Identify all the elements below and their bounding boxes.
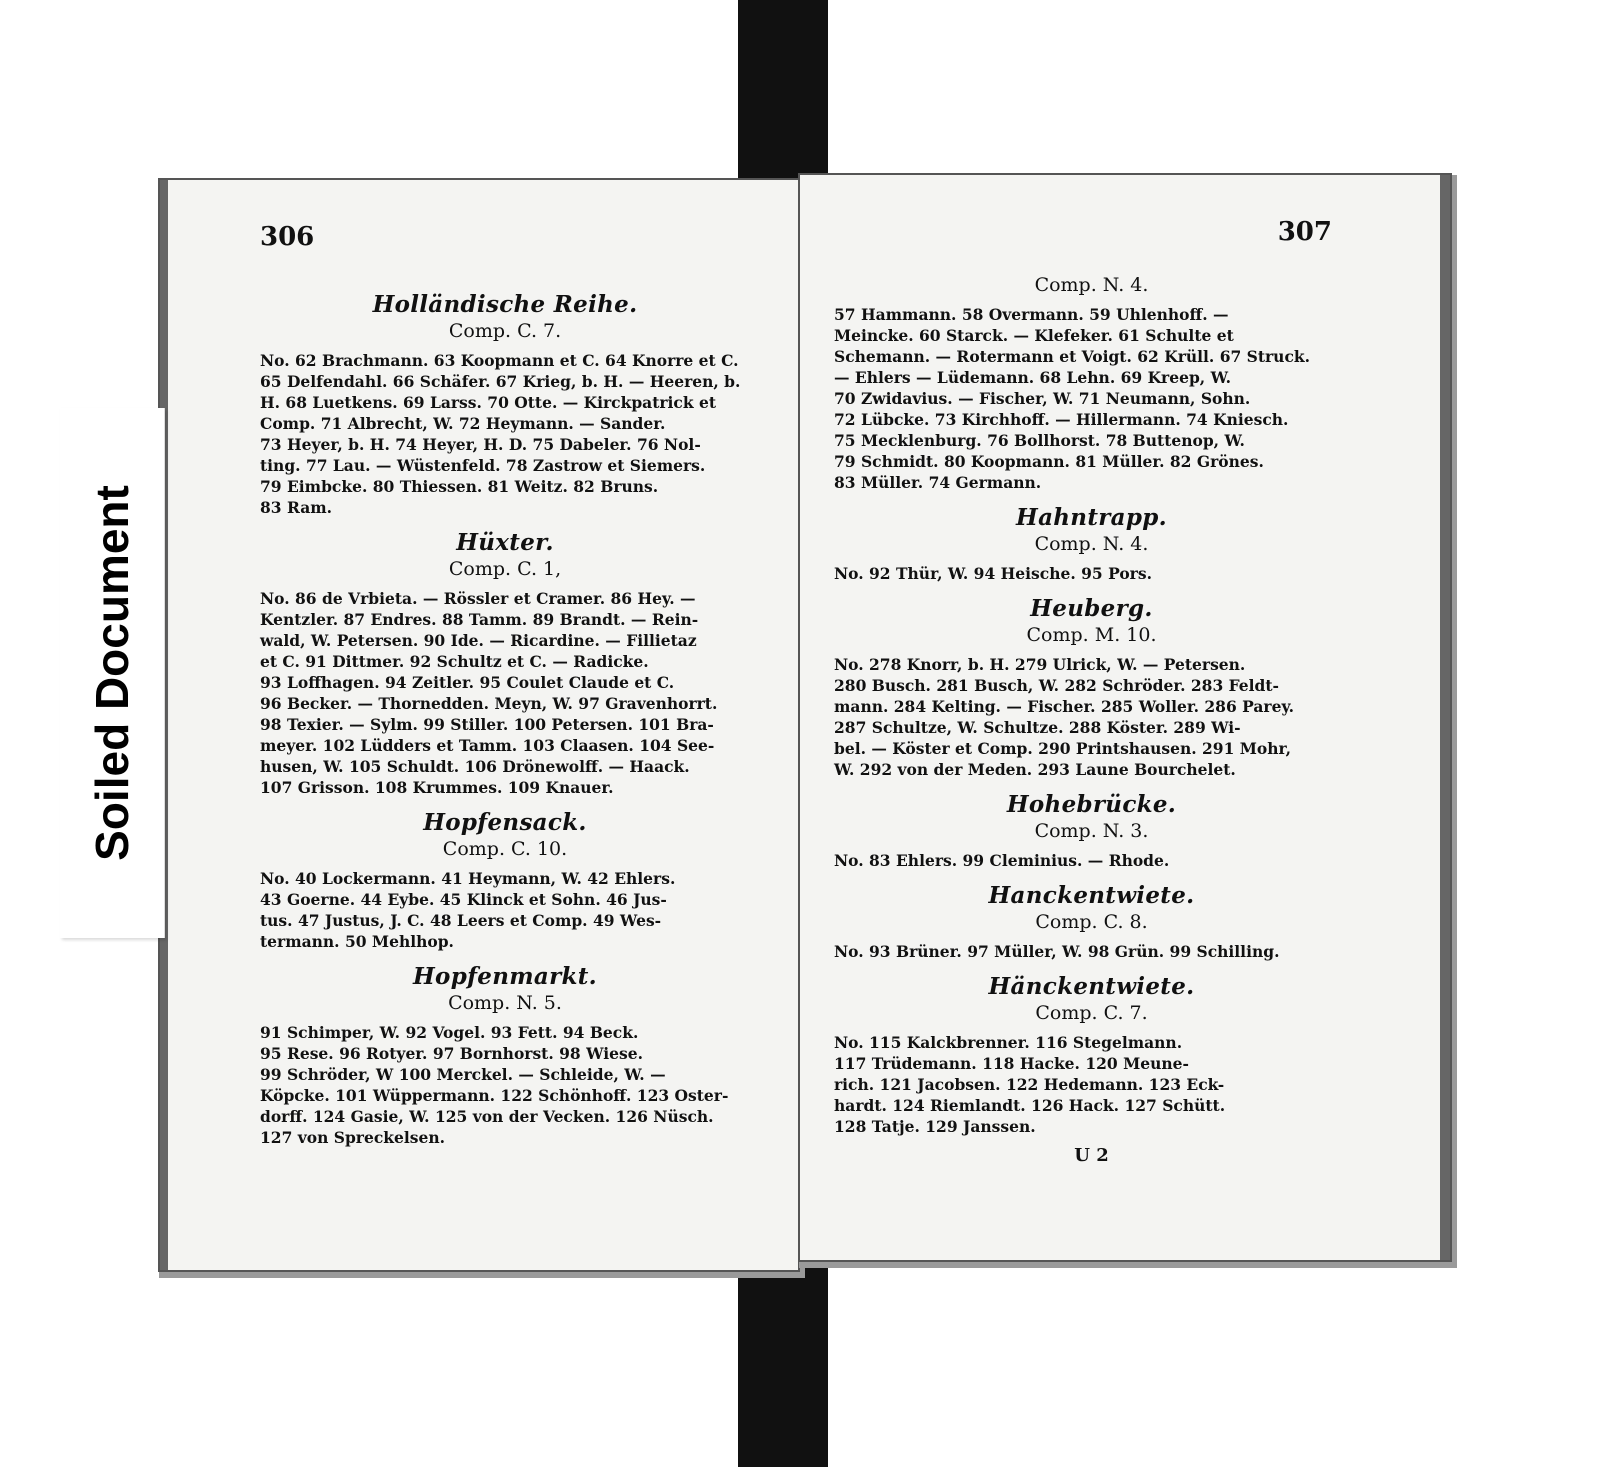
directory-section xyxy=(834,791,1349,871)
entry-line: 83 Ram. xyxy=(260,498,333,517)
entry-line: No. 93 Brüner. 97 Müller, W. 98 Grün. 99 Schilling. xyxy=(834,942,1280,961)
resident-entries xyxy=(260,350,750,518)
entry-line: 287 Schultze, W. Schultze. 288 Köster. 289 Wi- xyxy=(834,718,1241,737)
entry-line: No. 83 Ehlers. 99 Cleminius. — Rhode. xyxy=(834,851,1170,870)
entry-line: No. 62 Brachmann. 63 Koopmann et C. 64 Knorre et C. xyxy=(260,351,739,370)
street-heading: Heuberg. xyxy=(1030,595,1153,622)
company-designation: Comp. N. 3. xyxy=(1034,820,1149,842)
entry-line: termann. 50 Mehlhop. xyxy=(260,932,454,951)
right-page-content xyxy=(834,275,1349,1166)
entry-line: 79 Schmidt. 80 Koopmann. 81 Müller. 82 Grönes. xyxy=(834,452,1264,471)
entry-line: 99 Schröder, W 100 Merckel. — Schleide, W. — xyxy=(260,1065,666,1084)
entry-line: 79 Eimbcke. 80 Thiessen. 81 Weitz. 82 Bruns. xyxy=(260,477,659,496)
street-heading: Hohebrücke. xyxy=(1006,791,1177,818)
entry-line: 83 Müller. 74 Germann. xyxy=(834,473,1042,492)
page-number-left: 306 xyxy=(260,222,315,252)
resident-entries xyxy=(834,563,1349,584)
entry-line: 72 Lübcke. 73 Kirchhoff. — Hillermann. 74 Kniesch. xyxy=(834,410,1289,429)
entry-line: — Ehlers — Lüdemann. 68 Lehn. 69 Kreep, W. xyxy=(834,368,1231,387)
directory-section xyxy=(834,595,1349,780)
company-designation: Comp. M. 10. xyxy=(1026,624,1157,646)
entry-line: 95 Rese. 96 Rotyer. 97 Bornhorst. 98 Wiese. xyxy=(260,1044,643,1063)
entry-line: 117 Trüdemann. 118 Hacke. 120 Meune- xyxy=(834,1054,1189,1073)
resident-entries xyxy=(260,868,750,952)
entry-line: 128 Tatje. 129 Janssen. xyxy=(834,1117,1036,1136)
company-designation: Comp. N. 4. xyxy=(1034,533,1149,555)
company-designation: Comp. C. 7. xyxy=(1035,1002,1148,1024)
entry-line: hardt. 124 Riemlandt. 126 Hack. 127 Schütt. xyxy=(834,1096,1226,1115)
right-sections xyxy=(834,275,1349,1137)
entry-line: bel. — Köster et Comp. 290 Printshausen. 291 Mohr, xyxy=(834,739,1291,758)
street-heading: Hahntrapp. xyxy=(1016,504,1167,531)
entry-line: 107 Grisson. 108 Krummes. 109 Knauer. xyxy=(260,778,614,797)
entry-line: No. 40 Lockermann. 41 Heymann, W. 42 Ehlers. xyxy=(260,869,676,888)
entry-line: 75 Mecklenburg. 76 Bollhorst. 78 Buttenop, W. xyxy=(834,431,1245,450)
entry-line: 96 Becker. — Thornedden. Meyn, W. 97 Gravenhorrt. xyxy=(260,694,718,713)
resident-entries xyxy=(834,941,1349,962)
directory-section xyxy=(834,882,1349,962)
directory-section xyxy=(834,275,1349,493)
resident-entries xyxy=(834,850,1349,871)
entry-line: Köpcke. 101 Wüppermann. 122 Schönhoff. 123 Oster- xyxy=(260,1086,729,1105)
left-page xyxy=(160,180,798,1270)
entry-line: 65 Delfendahl. 66 Schäfer. 67 Krieg, b. H. — Heeren, b. xyxy=(260,372,741,391)
entry-line: Comp. 71 Albrecht, W. 72 Heymann. — Sander. xyxy=(260,414,666,433)
directory-section xyxy=(834,504,1349,584)
entry-line: dorff. 124 Gasie, W. 125 von der Vecken. 126 Nüsch. xyxy=(260,1107,714,1126)
entry-line: 280 Busch. 281 Busch, W. 282 Schröder. 283 Feldt- xyxy=(834,676,1279,695)
scanner-spine-strip-top xyxy=(738,0,828,200)
entry-line: 73 Heyer, b. H. 74 Heyer, H. D. 75 Dabeler. 76 Nol- xyxy=(260,435,701,454)
scanner-spine-strip-bottom xyxy=(738,1250,828,1467)
entry-line: H. 68 Luetkens. 69 Larss. 70 Otte. — Kirckpatrick et xyxy=(260,393,717,412)
company-designation: Comp. N. 5. xyxy=(448,992,562,1014)
entry-line: Schemann. — Rotermann et Voigt. 62 Krüll. 67 Struck. xyxy=(834,347,1311,366)
resident-entries xyxy=(260,1022,750,1148)
left-page-content xyxy=(260,280,750,1148)
resident-entries xyxy=(834,1032,1349,1137)
company-designation: Comp. C. 7. xyxy=(448,320,562,342)
entry-line: tus. 47 Justus, J. C. 48 Leers et Comp. 49 Wes- xyxy=(260,911,662,930)
soiled-document-tag xyxy=(60,408,165,938)
street-heading: Hopfenmarkt. xyxy=(413,963,597,990)
entry-line: husen, W. 105 Schuldt. 106 Drönewolff. — Haack. xyxy=(260,757,690,776)
page-number-right: 307 xyxy=(1277,217,1332,247)
entry-line: No. 278 Knorr, b. H. 279 Ulrick, W. — Petersen. xyxy=(834,655,1246,674)
entry-line: No. 115 Kalckbrenner. 116 Stegelmann. xyxy=(834,1033,1183,1052)
street-heading: Hüxter. xyxy=(456,529,554,556)
street-heading: Hopfensack. xyxy=(423,809,587,836)
company-designation: Comp. C. 1, xyxy=(448,558,562,580)
directory-section xyxy=(834,973,1349,1137)
right-page xyxy=(800,175,1450,1260)
entry-line: ting. 77 Lau. — Wüstenfeld. 78 Zastrow et Siemers. xyxy=(260,456,706,475)
entry-line: wald, W. Petersen. 90 Ide. — Ricardine. — Fillietaz xyxy=(260,631,697,650)
entry-line: 43 Goerne. 44 Eybe. 45 Klinck et Sohn. 46 Jus- xyxy=(260,890,667,909)
entry-line: No. 92 Thür, W. 94 Heische. 95 Pors. xyxy=(834,564,1152,583)
resident-entries xyxy=(260,588,750,798)
entry-line: Meincke. 60 Starck. — Klefeker. 61 Schulte et xyxy=(834,326,1234,345)
company-designation: Comp. N. 4. xyxy=(1034,274,1149,296)
entry-line: rich. 121 Jacobsen. 122 Hedemann. 123 Eck- xyxy=(834,1075,1225,1094)
street-heading: Hanckentwiete. xyxy=(988,882,1195,909)
entry-line: mann. 284 Kelting. — Fischer. 285 Woller. 286 Parey. xyxy=(834,697,1295,716)
directory-section xyxy=(260,809,750,952)
entry-line: 70 Zwidavius. — Fischer, W. 71 Neumann, Sohn. xyxy=(834,389,1251,408)
street-heading: Holländische Reihe. xyxy=(372,291,638,318)
entry-line: W. 292 von der Meden. 293 Laune Bourchelet. xyxy=(834,760,1236,779)
street-heading: Hänckentwiete. xyxy=(988,973,1195,1000)
company-designation: Comp. C. 10. xyxy=(442,838,568,860)
entry-line: meyer. 102 Lüdders et Tamm. 103 Claasen. 104 See- xyxy=(260,736,715,755)
company-designation: Comp. C. 8. xyxy=(1035,911,1148,933)
entry-line: Kentzler. 87 Endres. 88 Tamm. 89 Brandt. — Rein- xyxy=(260,610,699,629)
directory-section xyxy=(260,529,750,798)
directory-section xyxy=(260,291,750,518)
entry-line: 127 von Spreckelsen. xyxy=(260,1128,446,1147)
entry-line: No. 86 de Vrbieta. — Rössler et Cramer. 86 Hey. — xyxy=(260,589,696,608)
signature-mark: U 2 xyxy=(1074,1145,1109,1166)
entry-line: 57 Hammann. 58 Overmann. 59 Uhlenhoff. — xyxy=(834,305,1229,324)
resident-entries xyxy=(834,654,1349,780)
entry-line: 91 Schimper, W. 92 Vogel. 93 Fett. 94 Beck. xyxy=(260,1023,639,1042)
entry-line: 98 Texier. — Sylm. 99 Stiller. 100 Petersen. 101 Bra- xyxy=(260,715,714,734)
directory-section xyxy=(260,963,750,1148)
entry-line: et C. 91 Dittmer. 92 Schultz et C. — Radicke. xyxy=(260,652,649,671)
soiled-document-label: Soiled Document xyxy=(86,485,138,861)
entry-line: 93 Loffhagen. 94 Zeitler. 95 Coulet Claude et C. xyxy=(260,673,675,692)
resident-entries xyxy=(834,304,1349,493)
